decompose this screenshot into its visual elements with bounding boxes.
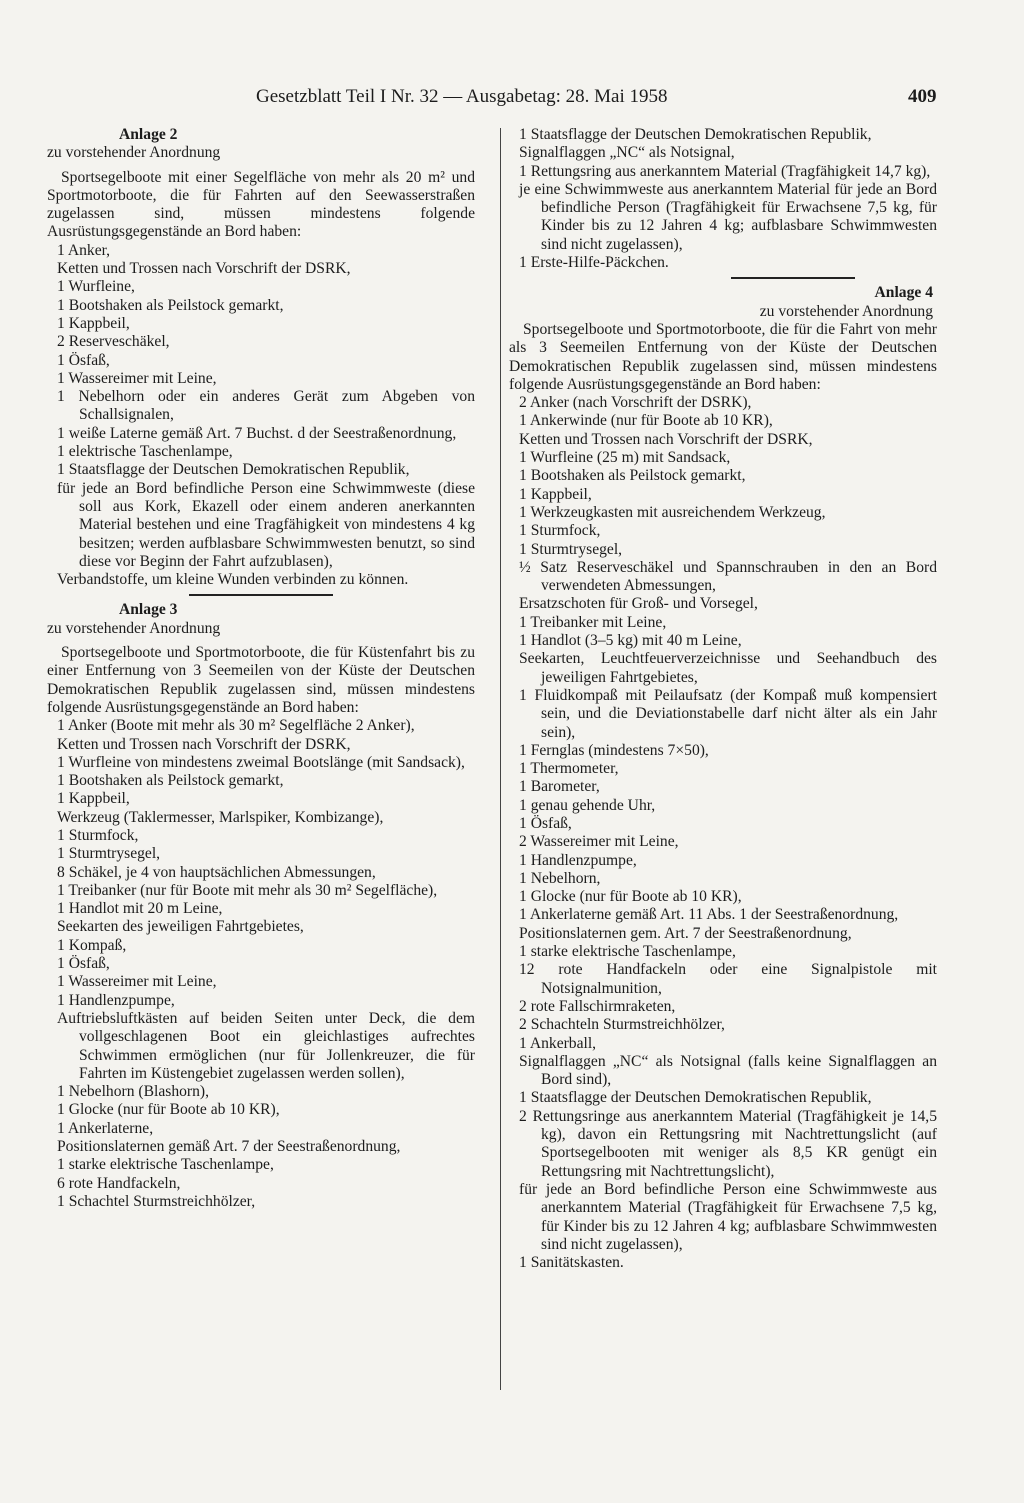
list-item: 1 Sturmtrysegel, bbox=[57, 845, 161, 863]
list-item: 1 Staatsflagge der Deutschen Demokratischen Republik, bbox=[57, 461, 410, 479]
list-item: Positionslaternen gem. Art. 7 der Seestraßenordnung, bbox=[519, 924, 852, 942]
list-item: 8 Schäkel, je 4 von hauptsächlichen Abmessungen, bbox=[57, 863, 376, 881]
anlage-4-title: Anlage 4 bbox=[874, 284, 933, 302]
anlage-3-list bbox=[47, 717, 475, 1211]
list-item: 1 Ösfaß, bbox=[57, 955, 110, 973]
anlage-3-list-continued bbox=[509, 126, 937, 272]
list-item: 1 Wurfleine von mindestens zweimal Bootslänge (mit Sandsack), bbox=[57, 753, 465, 771]
list-item: 1 Sturmtrysegel, bbox=[519, 540, 623, 558]
anlage-4-intro: Sportsegelboote und Sportmotorboote, die für die Fahrt von mehr als 3 Seemeilen Entfernung von der Küste der Deutschen Demokratischen Republik zugelassen sind, müssen mindestens folgende Ausrüstungsgegenstände an Bord haben: bbox=[509, 320, 937, 393]
list-item: 1 Wassereimer mit Leine, bbox=[57, 369, 217, 387]
list-item: 1 genau gehende Uhr, bbox=[519, 796, 656, 814]
list-item: 1 Anker, bbox=[57, 241, 111, 259]
list-item: 1 elektrische Taschenlampe, bbox=[57, 443, 233, 461]
list-item: 1 Thermometer, bbox=[519, 760, 619, 778]
list-item: 1 Kompaß, bbox=[57, 936, 127, 954]
list-item: 1 starke elektrische Taschenlampe, bbox=[57, 1156, 274, 1174]
list-item: ½ Satz Reserveschäkel und Spannschrauben in den an Bord verwendeten Abmessungen, bbox=[519, 558, 937, 595]
right-column bbox=[509, 126, 937, 1272]
gazette-title: Gesetzblatt Teil I Nr. 32 — Ausgabetag: 28. Mai 1958 bbox=[256, 86, 668, 107]
list-item: 1 Bootshaken als Peilstock gemarkt, bbox=[519, 467, 746, 485]
list-item: 12 rote Handfackeln oder eine Signalpistole mit Notsignalmunition, bbox=[519, 961, 937, 997]
anlage-2-intro: Sportsegelboote mit einer Segelfläche von mehr als 20 m² und Sportmotorboote, die für Fahrten auf den Seewasserstraßen zugelassen sind, müssen mindestens folgende Ausrüstungsgegenstände an Bord haben: bbox=[47, 168, 475, 241]
list-item: 2 Reserveschäkel, bbox=[57, 333, 170, 351]
section-rule bbox=[731, 277, 855, 279]
list-item: 1 Fluidkompaß mit Peilaufsatz (der Kompaß muß kompensiert sein, und die Deviationstabelle darf nicht älter als ein Jahr sein), bbox=[519, 686, 937, 741]
list-item: Seekarten, Leuchtfeuerverzeichnisse und Seehandbuch des jeweiligen Fahrtgebietes, bbox=[519, 650, 937, 686]
list-item: 2 rote Fallschirmraketen, bbox=[519, 997, 676, 1015]
list-item: 1 Ankerlaterne, bbox=[57, 1119, 154, 1137]
list-item: 1 Treibanker (nur für Boote mit mehr als 30 m² Segelfläche), bbox=[57, 881, 438, 899]
list-item: 1 Handlot (3–5 kg) mit 40 m Leine, bbox=[519, 632, 742, 650]
list-item: 1 Anker (Boote mit mehr als 30 m² Segelfläche 2 Anker), bbox=[57, 717, 415, 735]
list-item: 1 Barometer, bbox=[519, 778, 600, 796]
list-item: Ketten und Trossen nach Vorschrift der DSRK, bbox=[57, 735, 351, 753]
column-divider bbox=[500, 128, 501, 1390]
list-item: 1 Schachtel Sturmstreichhölzer, bbox=[57, 1192, 256, 1210]
list-item: 1 Wurfleine, bbox=[57, 278, 135, 296]
list-item: 1 Glocke (nur für Boote ab 10 KR), bbox=[57, 1101, 280, 1119]
list-item: 2 Rettungsringe aus anerkanntem Material (Tragfähigkeit je 14,5 kg), davon ein Rettungsring mit Nachtrettungslicht (auf Sportsegelbooten mit weniger als 8,5 KR genügt ein Rettungsring mit Nachtrettungslicht), bbox=[519, 1107, 937, 1180]
list-item: 1 Sanitätskasten. bbox=[519, 1254, 624, 1272]
list-item: für jede an Bord befindliche Person eine Schwimmweste aus anerkanntem Material (Tragfähigkeit für Erwachsene 7,5 kg, für Kinder bis zu 12 Jahren 4 kg; aufblasbare Schwimmwesten sind nicht zugelassen), bbox=[519, 1180, 937, 1253]
list-item: 1 Handlenzpumpe, bbox=[57, 991, 175, 1009]
list-item: Positionslaternen gemäß Art. 7 der Seestraßenordnung, bbox=[57, 1138, 401, 1156]
list-item: 2 Schachteln Sturmstreichhölzer, bbox=[519, 1016, 725, 1034]
page-number: 409 bbox=[908, 86, 937, 107]
list-item: 1 Bootshaken als Peilstock gemarkt, bbox=[57, 296, 284, 314]
list-item: Ersatzschoten für Groß- und Vorsegel, bbox=[519, 595, 758, 613]
list-item: 1 Sturmfock, bbox=[57, 826, 139, 844]
list-item: Signalflaggen „NC“ als Notsignal, bbox=[519, 144, 735, 162]
list-item: 1 Wurfleine (25 m) mit Sandsack, bbox=[519, 449, 731, 467]
list-item: 1 Ösfaß, bbox=[57, 351, 110, 369]
list-item: 1 Nebelhorn (Blashorn), bbox=[57, 1083, 210, 1101]
list-item: 1 Ankerball, bbox=[519, 1034, 597, 1052]
list-item: Ketten und Trossen nach Vorschrift der DSRK, bbox=[519, 430, 813, 448]
page-header bbox=[0, 86, 1024, 116]
list-item: Signalflaggen „NC“ als Notsignal (falls keine Signalflaggen an Bord sind), bbox=[519, 1052, 937, 1089]
anlage-3-title: Anlage 3 bbox=[119, 601, 178, 619]
list-item: 1 Handlenzpumpe, bbox=[519, 851, 637, 869]
list-item: 1 Kappbeil, bbox=[57, 790, 130, 808]
anlage-2-subtitle: zu vorstehender Anordnung bbox=[47, 144, 221, 162]
list-item: Verbandstoffe, um kleine Wunden verbinden zu können. bbox=[57, 571, 409, 589]
list-item: je eine Schwimmweste aus anerkanntem Material für jede an Bord befindliche Person (Tragfähigkeit für Erwachsene 7,5 kg, für Kinder bis zu 12 Jahren 4 kg; aufblasbare Schwimmwesten sind nicht zugelassen), bbox=[519, 180, 937, 253]
list-item: Seekarten des jeweiligen Fahrtgebietes, bbox=[57, 918, 304, 936]
list-item: 1 Ankerlaterne gemäß Art. 11 Abs. 1 der Seestraßenordnung, bbox=[519, 906, 899, 924]
anlage-3-intro: Sportsegelboote und Sportmotorboote, die für Küstenfahrt bis zu einer Entfernung von 3 Seemeilen von der Küste der Deutschen Demokratischen Republik zugelassen sind, müssen mindestens folgende Ausrüstungsgegenstände an Bord haben: bbox=[47, 644, 475, 716]
list-item: 1 Sturmfock, bbox=[519, 522, 601, 540]
list-item: 1 Wassereimer mit Leine, bbox=[57, 973, 217, 991]
anlage-4-list bbox=[509, 394, 937, 1272]
list-item: 1 Kappbeil, bbox=[57, 314, 130, 332]
list-item: 1 Ösfaß, bbox=[519, 814, 572, 832]
anlage-2-title: Anlage 2 bbox=[119, 126, 178, 143]
list-item: 1 Treibanker mit Leine, bbox=[519, 613, 667, 631]
anlage-3-subtitle: zu vorstehender Anordnung bbox=[47, 619, 221, 637]
list-item: 1 Fernglas (mindestens 7×50), bbox=[519, 741, 709, 759]
list-item: Auftriebsluftkästen auf beiden Seiten unter Deck, die dem vollgeschlagenen Boot ein gleichlastiges aufrechtes Schwimmen ermöglichen (nur für Jollenkreuzer, die für Fahrten im Küstengebiet zugelassen werden sollen), bbox=[57, 1009, 475, 1082]
list-item: 1 Ankerwinde (nur für Boote ab 10 KR), bbox=[519, 412, 773, 430]
list-item: 1 weiße Laterne gemäß Art. 7 Buchst. d der Seestraßenordnung, bbox=[57, 424, 457, 442]
list-item: 1 Erste-Hilfe-Päckchen. bbox=[519, 254, 669, 272]
list-item: 1 starke elektrische Taschenlampe, bbox=[519, 943, 736, 961]
list-item: 1 Staatsflagge der Deutschen Demokratischen Republik, bbox=[519, 126, 872, 143]
list-item: Werkzeug (Taklermesser, Marlspiker, Kombizange), bbox=[57, 808, 384, 826]
list-item: für jede an Bord befindliche Person eine Schwimmweste (diese soll aus Kork, Ekazell oder einem anderen anerkannten Material bestehen und eine Tragfähigkeit von mindestens 4 kg besitzen; werden aufblasbare Schwimmwesten benutzt, so sind diese vor Beginn der Fahrt aufzublasen), bbox=[57, 479, 475, 570]
list-item: 1 Rettungsring aus anerkanntem Material (Tragfähigkeit 14,7 kg), bbox=[519, 162, 931, 180]
list-item: 6 rote Handfackeln, bbox=[57, 1174, 181, 1192]
list-item: 1 Glocke (nur für Boote ab 10 KR), bbox=[519, 888, 742, 906]
anlage-4-subtitle: zu vorstehender Anordnung bbox=[759, 302, 933, 320]
section-rule bbox=[189, 594, 333, 596]
list-item: 1 Bootshaken als Peilstock gemarkt, bbox=[57, 772, 284, 790]
list-item: 1 Handlot mit 20 m Leine, bbox=[57, 900, 223, 918]
list-item: 1 Nebelhorn, bbox=[519, 869, 601, 887]
list-item: 1 Werkzeugkasten mit ausreichendem Werkzeug, bbox=[519, 503, 826, 521]
list-item: 1 Nebelhorn oder ein anderes Gerät zum Abgeben von Schallsignalen, bbox=[57, 388, 475, 424]
list-item: 2 Wassereimer mit Leine, bbox=[519, 833, 679, 851]
list-item: 1 Kappbeil, bbox=[519, 485, 592, 503]
list-item: 2 Anker (nach Vorschrift der DSRK), bbox=[519, 394, 752, 412]
list-item: 1 Staatsflagge der Deutschen Demokratischen Republik, bbox=[519, 1089, 872, 1107]
left-column bbox=[47, 126, 475, 1211]
anlage-2-list bbox=[47, 242, 475, 590]
list-item: Ketten und Trossen nach Vorschrift der DSRK, bbox=[57, 260, 351, 278]
